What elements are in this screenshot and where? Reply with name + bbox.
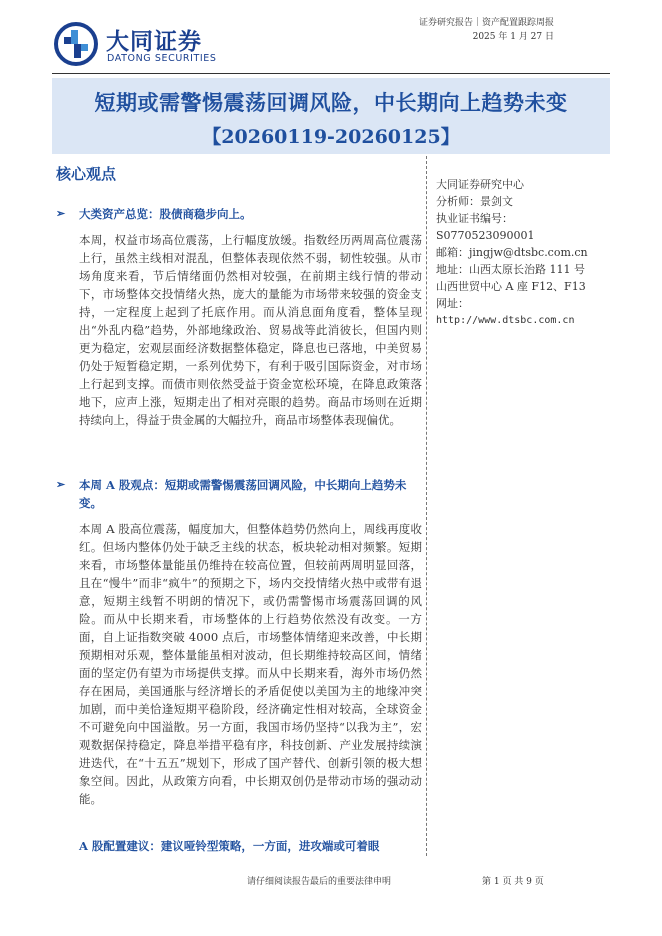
address-line-1: 地址：山西太原长治路 111 号 <box>436 263 585 276</box>
paragraph-asset-overview: 本周，权益市场高位震荡，上行幅度放缓。指数经历两周高位震荡上行，虽然主线相对混乱，但整体表现依然不弱，韧性较强。从市场角度来看，节后情绪面仍然相对较强，在前期主线行情的带动下，市场整体交投情绪火热，庞大的量能为市场带来较强的资金支持，一定程度上起到了托底作用。而从消息面角度看，整体呈现出“外乱内稳”趋势，外部地缘政治、贸易战等此消彼长，但国内则更为稳定，宏观层面经济数据整体稳定，降息也已落地，中美贸易仍处于短暂稳定期，一系列优势下，有利于吸引国际资金，对市场上行起到支撑。而债市则依然受益于资金宽松环境，在降息政策落地下，应声上涨，短期走出了相对亮眼的趋势。商品市场则在近期持续向上，得益于贵金属的大幅拉升，商品市场整体表现偏优。 <box>79 233 422 427</box>
report-title: 短期或需警惕震荡回调风险，中长期向上趋势未变 <box>94 90 568 115</box>
header-divider <box>52 73 610 74</box>
column-divider <box>426 156 427 856</box>
analyst-name: 分析师：景剑文 <box>436 195 513 208</box>
logo-mark-icon <box>54 22 98 66</box>
email[interactable]: 邮箱：jingjw@dtsbc.com.cn <box>436 246 588 259</box>
legal-disclaimer: 请仔细阅读报告最后的重要法律申明 <box>247 877 392 887</box>
address-line-2: 山西世贸中心 A 座 F12、F13 <box>436 280 586 293</box>
bullet-arrow-icon: ➢ <box>56 478 66 491</box>
header-meta <box>419 16 554 44</box>
report-period: 【20260119-20260125】 <box>202 126 460 148</box>
bullet-label: 大类资产总览：股债商稳步向上。 <box>79 207 252 221</box>
logo-english-name: DATONG SECURITIES <box>107 53 217 64</box>
website-label: 网址： <box>436 297 469 310</box>
website-link[interactable]: http://www.dtsbc.com.cn <box>436 315 575 326</box>
research-org: 大同证券研究中心 <box>436 178 524 191</box>
report-type: 证券研究报告｜资产配置跟踪周报 <box>418 18 554 28</box>
logo-chinese-name: 大同证券 <box>106 29 202 55</box>
company-logo <box>54 22 224 68</box>
bullet-label: 本周 A 股观点：短期或需警惕震荡回调风险，中长期向上趋势未变。 <box>79 478 407 510</box>
paragraph-a-share-view: 本周 A 股高位震荡，幅度加大，但整体趋势仍然向上，周线再度收红。但场内整体仍处于缺乏主线的状态，板块轮动相对频繁。短期来看，市场整体量能虽仍维持在较高位置，但较前两周明显回落，且在“慢牛”而非“疯牛”的预期之下，场内交投情绪火热中或带有退意，短期主线暂不明朗的情况下，或仍需警惕市场震荡回调的风险。而从中长期来看，市场整体的上行趋势依然没有改变。一方面，自上证指数突破 4000 点后，市场整体情绪迎来改善，中长期预期相对乐观，整体量能虽相对波动，但长期维持较高区间，情绪面的坚定仍有望为市场提供支撑。而从中长期来看，海外市场仍然存在困局，美国通胀与经济增长的矛盾促使以美国为主的地缘冲突加剧，而中美恰逢短期平稳阶段，经济确定性相对较高，全球资金不可避免向中国溢散。另一方面，我国市场仍坚持“以我为主”，宏观数据保持稳定，降息举措平稳有序，科技创新、产业发展持续演进迭代，在“十五五”规划下，形成了国产替代、创新引领的极大想象空间。因此，从政策方向看，中长期双创仍是带动市场的强动动能。 <box>79 522 422 806</box>
section-title: 核心观点 <box>56 165 117 183</box>
cert-label: 执业证书编号： <box>436 212 513 225</box>
bullet-asset-overview <box>56 205 422 223</box>
bullet-label: A 股配置建议：建议哑铃型策略，一方面，进攻端或可着眼 <box>79 839 380 853</box>
cert-number: S0770523090001 <box>436 229 535 242</box>
page-number: 第 1 页 共 9 页 <box>482 877 544 887</box>
bullet-a-share-allocation <box>56 837 422 855</box>
bullet-arrow-icon: ➢ <box>56 207 66 220</box>
analyst-info <box>436 176 616 329</box>
report-date: 2025 年 1 月 27 日 <box>472 32 554 42</box>
title-banner <box>52 78 610 154</box>
bullet-a-share-view <box>56 476 422 512</box>
